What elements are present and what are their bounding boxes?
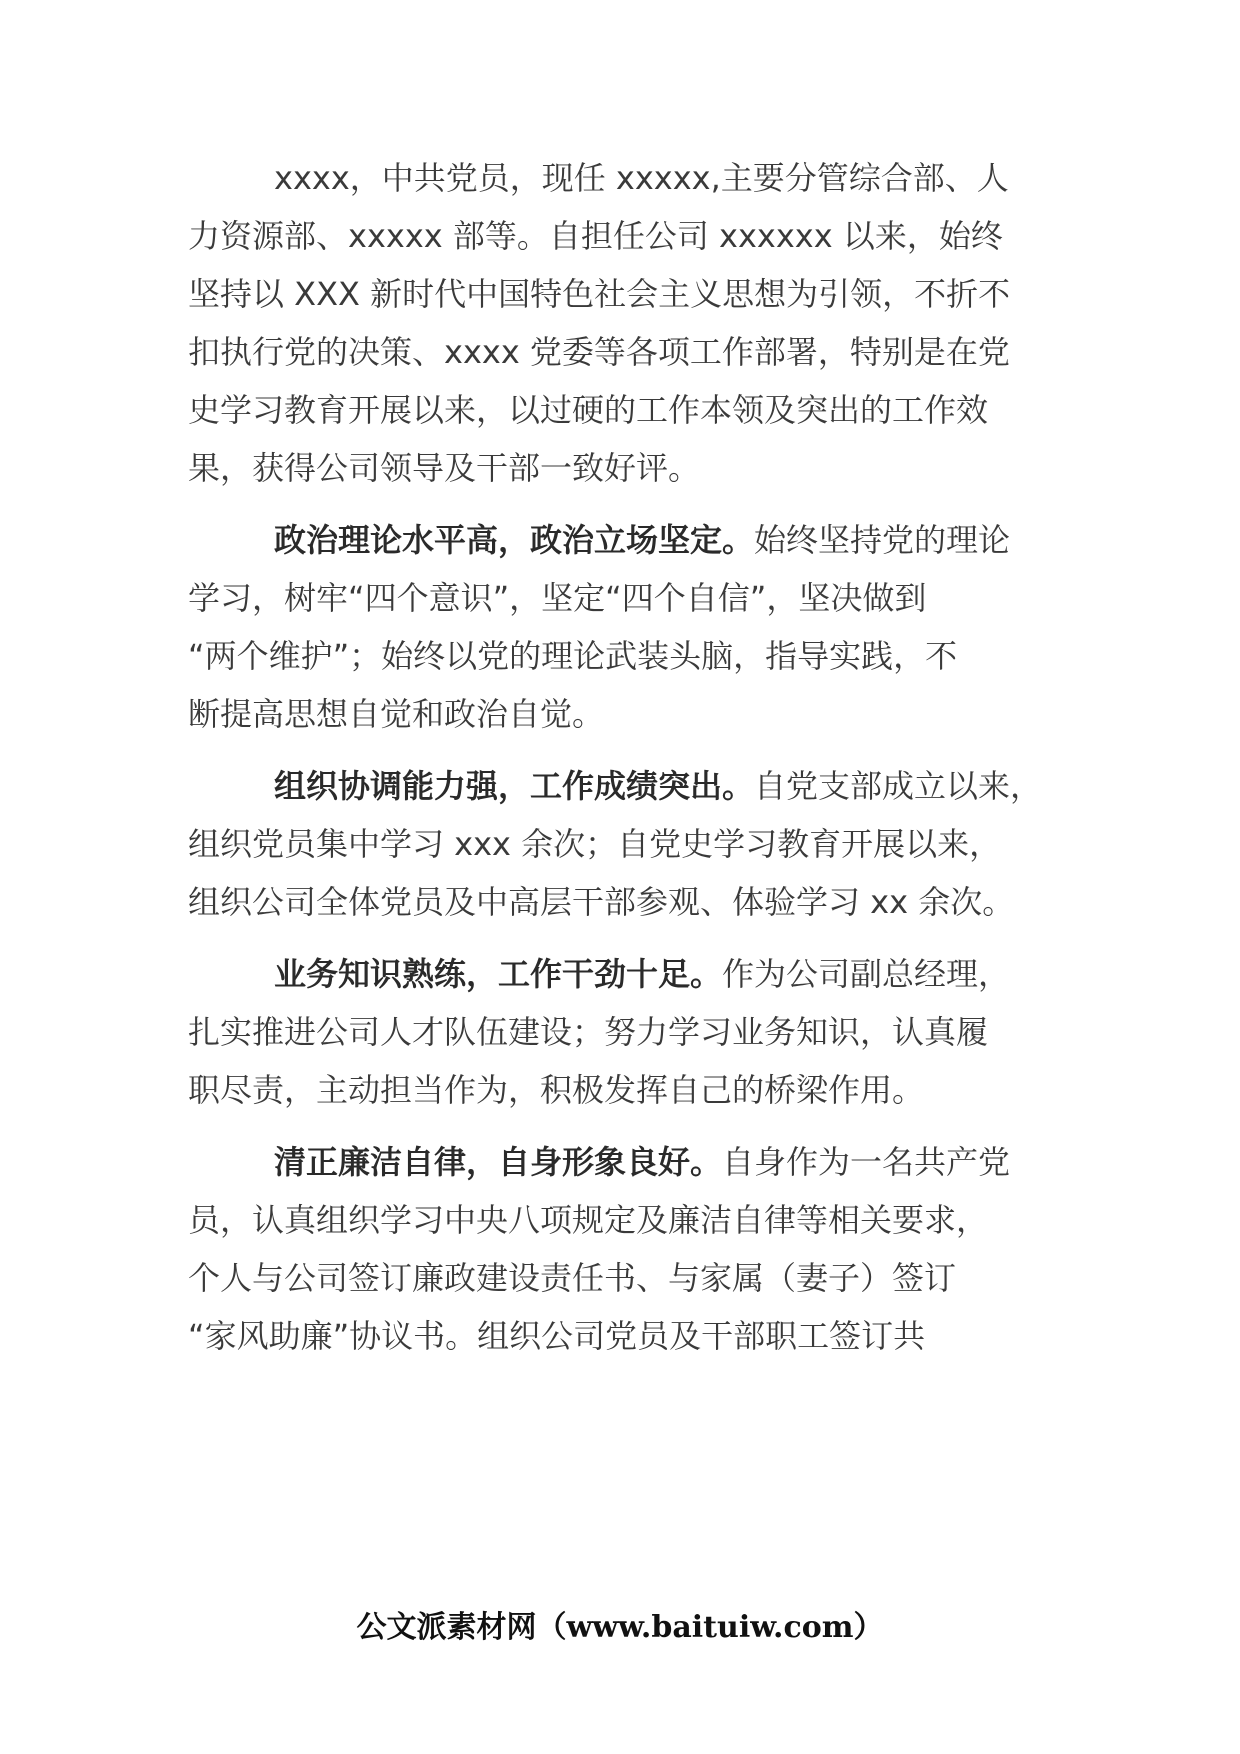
paragraph-3-line-3: 组织公司全体党员及中高层干部参观、体验学习 xx 余次。 xyxy=(188,883,1015,921)
paragraph-2-line-3: “两个维护”；始终以党的理论武装头脑，指导实践，不 xyxy=(188,637,958,675)
footer-watermark: 公文派素材网（www.baituiw.com） xyxy=(356,1610,884,1645)
paragraph-5-first-rest: 自身作为一名共产党 xyxy=(722,1143,1011,1181)
paragraph-1-line-1: xxxx，中共党员，现任 xxxxx,主要分管综合部、人 xyxy=(274,159,1009,197)
paragraph-2-first-rest: 始终坚持党的理论 xyxy=(754,521,1011,559)
paragraph-5-heading: 清正廉洁自律，自身形象良好。 xyxy=(274,1143,723,1181)
paragraph-1-line-4: 扣执行党的决策、xxxx 党委等各项工作部署，特别是在党 xyxy=(188,333,1010,371)
paragraph-4-line-2: 扎实推进公司人才队伍建设；努力学习业务知识，认真履 xyxy=(188,1013,989,1051)
paragraph-1-line-6: 果，获得公司领导及干部一致好评。 xyxy=(188,449,701,487)
paragraph-4-line-3: 职尽责，主动担当作为，积极发挥自己的桥梁作用。 xyxy=(188,1071,925,1109)
paragraph-4-line-1 xyxy=(274,954,1174,994)
paragraph-2-line-2: 学习，树牢“四个意识”，坚定“四个自信”，坚决做到 xyxy=(188,579,927,617)
paragraph-3-line-2: 组织党员集中学习 xxx 余次；自党史学习教育开展以来， xyxy=(188,825,1002,863)
paragraph-3-line-1 xyxy=(274,766,1174,806)
paragraph-5-line-2: 员，认真组织学习中央八项规定及廉洁自律等相关要求， xyxy=(188,1201,989,1239)
paragraph-1-line-2: 力资源部、xxxxx 部等。自担任公司 xxxxxx 以来，始终 xyxy=(188,217,1003,255)
paragraph-2-heading: 政治理论水平高，政治立场坚定。 xyxy=(274,521,755,559)
paragraph-1-line-5: 史学习教育开展以来，以过硬的工作本领及突出的工作效 xyxy=(188,391,989,429)
paragraph-3-heading: 组织协调能力强，工作成绩突出。 xyxy=(274,767,755,805)
paragraph-4-heading: 业务知识熟练，工作干劲十足。 xyxy=(274,955,723,993)
paragraph-2-line-1 xyxy=(274,520,1174,560)
paragraph-3-first-rest: 自党支部成立以来， xyxy=(754,767,1043,805)
paragraph-4-first-rest: 作为公司副总经理， xyxy=(722,955,1011,993)
paragraph-5-line-3: 个人与公司签订廉政建设责任书、与家属（妻子）签订 xyxy=(188,1259,957,1297)
paragraph-2-line-4: 断提高思想自觉和政治自觉。 xyxy=(188,695,605,733)
paragraph-5-line-4: “家风助廉”协议书。组织公司党员及干部职工签订共 xyxy=(188,1317,926,1355)
paragraph-1-line-3: 坚持以 XXX 新时代中国特色社会主义思想为引领，不折不 xyxy=(188,275,1011,313)
paragraph-5-line-1 xyxy=(274,1142,1174,1182)
